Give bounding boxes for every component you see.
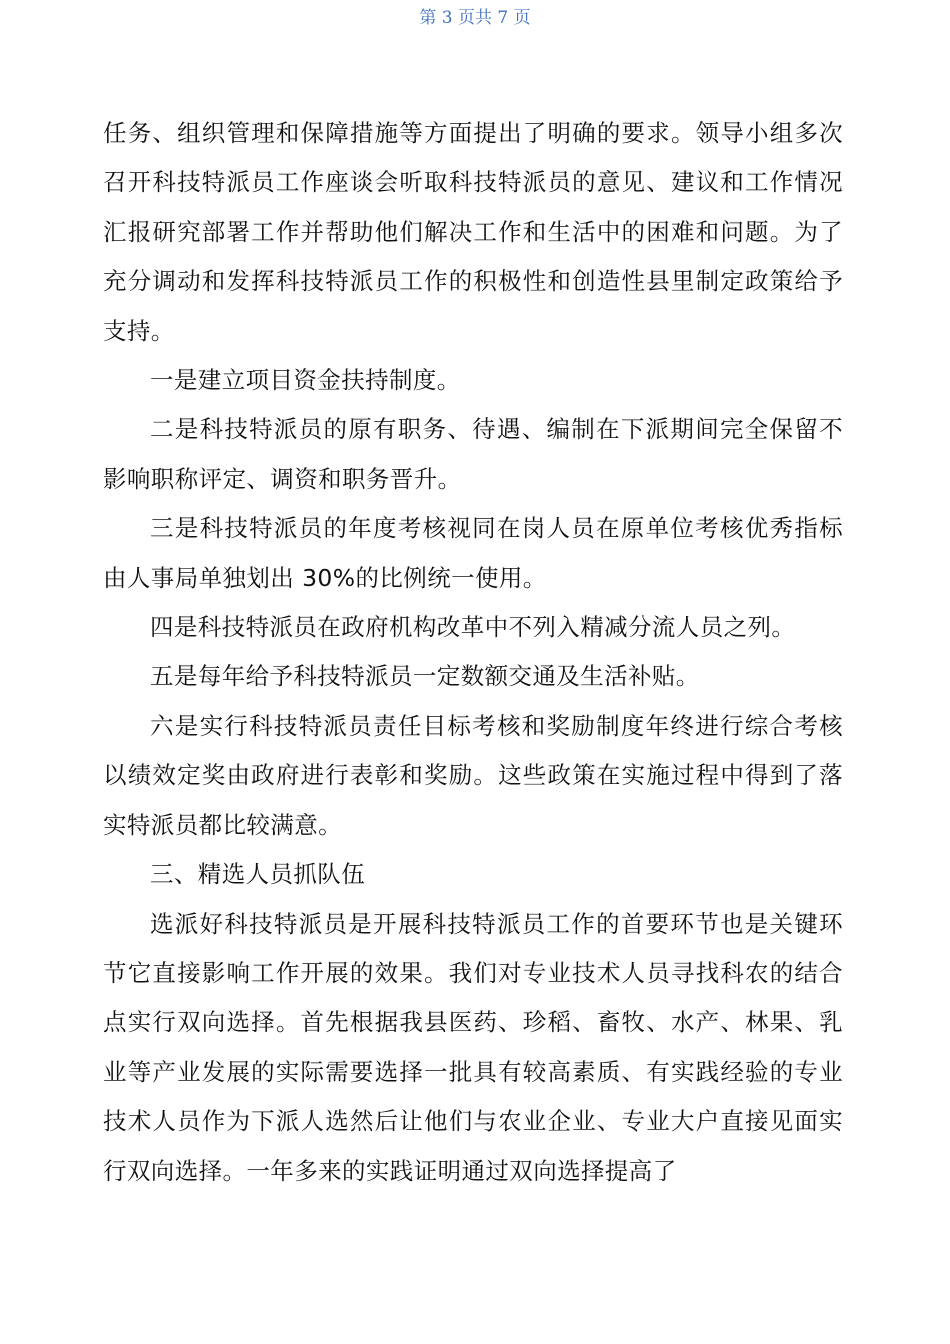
paragraph-2: 一是建立项目资金扶持制度。	[150, 366, 461, 395]
paragraph-7: 六是实行科技特派员责任目标考核和奖励制度年终进行综合考核以绩效定奖由政府进行表彰和奖励。这些政策在实施过程中得到了落实特派员都比较满意。	[103, 711, 843, 839]
paragraph-3: 二是科技特派员的原有职务、待遇、编制在下派期间完全保留不影响职称评定、调资和职务晋升。	[103, 415, 843, 493]
paragraph-6: 五是每年给予科技特派员一定数额交通及生活补贴。	[150, 662, 700, 691]
paragraph-9: 选派好科技特派员是开展科技特派员工作的首要环节也是关键环节它直接影响工作开展的效果。我们对专业技术人员寻找科农的结合点实行双向选择。首先根据我县医药、珍稻、畜牧、水产、林果、乳业等产业发展的实际需要选择一批具有较高素质、有实践经验的专业技术人员作为下派人选然后让他们与农业企业、专业大户直接见面实行双向选择。一年多来的实践证明通过双向选择提高了	[103, 909, 843, 1185]
document-body	[103, 109, 843, 1196]
paragraph-1: 任务、组织管理和保障措施等方面提出了明确的要求。领导小组多次召开科技特派员工作座谈会听取科技特派员的意见、建议和工作情况汇报研究部署工作并帮助他们解决工作和生活中的困难和问题。为了充分调动和发挥科技特派员工作的积极性和创造性县里制定政策给予支持。	[103, 119, 843, 345]
page-indicator: 第 3 页共 7 页	[419, 8, 531, 28]
paragraph-5: 四是科技特派员在政府机构改革中不列入精减分流人员之列。	[150, 613, 796, 642]
section-heading: 三、精选人员抓队伍	[150, 860, 366, 889]
paragraph-4: 三是科技特派员的年度考核视同在岗人员在原单位考核优秀指标由人事局单独划出 30%的比例统一使用。	[103, 514, 843, 592]
